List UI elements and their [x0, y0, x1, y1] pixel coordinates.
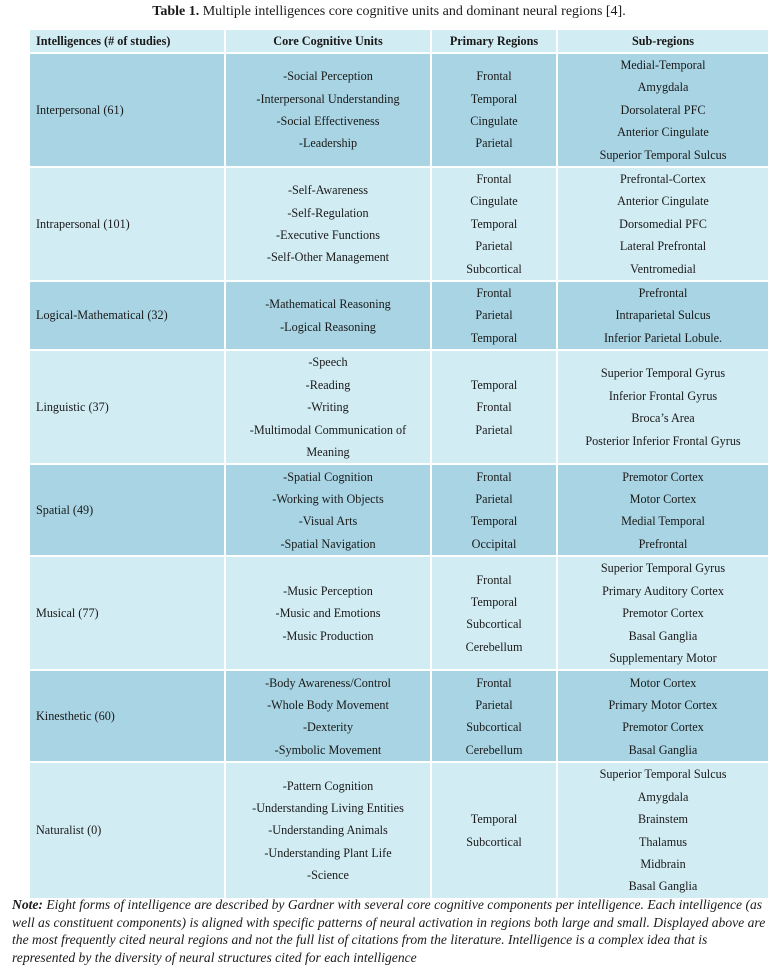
sub-region-item: Brainstem — [637, 812, 689, 827]
sub-region-item: Basal Ganglia — [628, 879, 698, 894]
sub-region-item: Amygdala — [637, 789, 689, 804]
core-unit-item: -Executive Functions — [276, 228, 380, 243]
core-unit-item: -Mathematical Reasoning — [265, 297, 391, 312]
sub-regions-cell — [557, 464, 769, 556]
sub-region-item: Broca’s Area — [631, 411, 695, 426]
table-caption — [0, 0, 778, 22]
core-units-cell — [225, 167, 431, 281]
core-units-cell — [225, 53, 431, 167]
primary-regions-cell — [431, 281, 557, 350]
intelligence-cell: Interpersonal (61) — [29, 53, 225, 167]
primary-region-item: Parietal — [475, 308, 513, 323]
core-unit-item: -Self-Regulation — [287, 205, 369, 220]
sub-regions-cell — [557, 762, 769, 898]
primary-region-item: Temporal — [470, 91, 518, 106]
core-unit-item: -Speech — [308, 355, 348, 370]
sub-region-item: Prefrontal — [638, 536, 688, 551]
header-sub-regions: Sub-regions — [557, 29, 769, 53]
sub-region-item: Amygdala — [637, 80, 689, 95]
sub-regions-cell — [557, 350, 769, 464]
sub-region-item: Medial-Temporal — [620, 58, 706, 72]
core-unit-item: -Leadership — [298, 136, 358, 151]
intelligence-cell: Naturalist (0) — [29, 762, 225, 898]
primary-region-item: Temporal — [470, 594, 518, 609]
sub-region-item: Medial Temporal — [621, 514, 705, 529]
primary-region-item: Frontal — [476, 675, 512, 690]
primary-region-item: Parietal — [475, 422, 513, 437]
table-row — [29, 556, 769, 670]
table-note — [12, 896, 768, 966]
sub-regions-cell — [557, 556, 769, 670]
primary-region-item: Cingulate — [470, 114, 518, 129]
core-unit-item: -Social Perception — [283, 69, 373, 84]
sub-region-item: Inferior Frontal Gyrus — [608, 388, 718, 403]
sub-region-item: Dorsomedial PFC — [619, 216, 707, 231]
sub-region-item: Supplementary Motor — [609, 650, 717, 665]
core-unit-item: -Music Perception — [283, 583, 373, 598]
sub-region-item: Posterior Inferior Frontal Gyrus — [585, 433, 741, 448]
intelligence-cell: Kinesthetic (60) — [29, 670, 225, 762]
primary-region-item: Subcortical — [466, 617, 522, 632]
primary-regions-cell — [431, 53, 557, 167]
sub-region-item: Premotor Cortex — [622, 720, 704, 735]
core-unit-item: -Social Effectiveness — [276, 114, 380, 129]
primary-region-item: Frontal — [476, 469, 512, 484]
core-unit-item: -Interpersonal Understanding — [256, 91, 400, 106]
table-row — [29, 281, 769, 350]
sub-region-item: Anterior Cingulate — [617, 125, 709, 140]
sub-region-item: Ventromedial — [630, 261, 696, 276]
sub-region-item: Midbrain — [640, 856, 686, 871]
primary-region-item: Temporal — [470, 514, 518, 529]
intelligences-table — [28, 28, 770, 900]
primary-regions-cell — [431, 762, 557, 898]
sub-region-item: Prefrontal — [638, 286, 688, 301]
sub-region-item: Basal Ganglia — [628, 628, 698, 643]
core-unit-item: -Science — [307, 868, 349, 883]
core-unit-item: -Pattern Cognition — [282, 778, 374, 793]
sub-region-item: Primary Motor Cortex — [608, 697, 718, 712]
core-unit-item: -Symbolic Movement — [274, 742, 382, 757]
core-units-cell — [225, 762, 431, 898]
core-unit-item: -Understanding Living Entities — [252, 800, 404, 815]
header-core-cognitive-units: Core Cognitive Units — [225, 29, 431, 53]
primary-region-item: Temporal — [470, 377, 518, 392]
table-row — [29, 167, 769, 281]
primary-region-item: Cerebellum — [465, 742, 523, 757]
caption-text: Multiple intelligences core cognitive units and dominant neural regions [4]. — [199, 4, 626, 19]
core-units-cell — [225, 556, 431, 670]
primary-region-item: Temporal — [470, 216, 518, 231]
core-units-cell — [225, 281, 431, 350]
primary-region-item: Parietal — [475, 491, 513, 506]
sub-region-item: Dorsolateral PFC — [620, 102, 706, 117]
primary-region-item: Parietal — [475, 136, 513, 151]
header-intelligences: Intelligences (# of studies) — [29, 29, 225, 53]
core-unit-item: -Visual Arts — [298, 514, 358, 529]
primary-region-item: Frontal — [476, 572, 512, 587]
core-unit-item: -Self-Other Management — [266, 250, 390, 265]
table-row — [29, 670, 769, 762]
primary-region-item: Parietal — [475, 239, 513, 254]
primary-region-item: Subcortical — [466, 720, 522, 735]
core-unit-item: -Logical Reasoning — [280, 319, 376, 334]
core-unit-item: -Understanding Plant Life — [264, 845, 392, 860]
core-unit-item: -Music and Emotions — [275, 606, 381, 621]
intelligence-cell: Linguistic (37) — [29, 350, 225, 464]
note-label: Note: — [12, 897, 43, 912]
header-primary-regions: Primary Regions — [431, 29, 557, 53]
primary-region-item: Cerebellum — [465, 639, 523, 654]
primary-regions-cell — [431, 670, 557, 762]
core-units-cell — [225, 464, 431, 556]
sub-region-item: Primary Auditory Cortex — [602, 583, 724, 598]
primary-regions-cell — [431, 350, 557, 464]
sub-region-item: Intraparietal Sulcus — [615, 308, 711, 323]
primary-region-item: Temporal — [470, 812, 518, 827]
primary-regions-cell — [431, 464, 557, 556]
sub-region-item: Inferior Parietal Lobule. — [603, 330, 723, 345]
intelligence-cell: Intrapersonal (101) — [29, 167, 225, 281]
core-units-cell — [225, 670, 431, 762]
sub-region-item: Premotor Cortex — [622, 606, 704, 621]
table-row — [29, 762, 769, 898]
primary-region-item: Temporal — [470, 330, 518, 345]
core-unit-item: -Multimodal Communication of — [249, 422, 407, 437]
core-unit-item: -Reading — [305, 377, 351, 392]
intelligence-cell: Logical-Mathematical (32) — [29, 281, 225, 350]
sub-region-item: Premotor Cortex — [622, 469, 704, 484]
sub-regions-cell — [557, 167, 769, 281]
core-unit-item: -Spatial Navigation — [280, 536, 376, 551]
core-unit-item: -Self-Awareness — [287, 183, 369, 198]
primary-region-item: Parietal — [475, 697, 513, 712]
core-unit-item: -Understanding Animals — [268, 823, 388, 838]
sub-region-item: Superior Temporal Gyrus — [600, 561, 726, 576]
sub-region-item: Superior Temporal Gyrus — [600, 366, 726, 381]
table-row — [29, 464, 769, 556]
sub-region-item: Lateral Prefrontal — [619, 239, 707, 254]
core-unit-item: -Dexterity — [302, 720, 354, 735]
sub-region-item: Motor Cortex — [629, 491, 697, 506]
primary-region-item: Occipital — [471, 536, 517, 551]
core-unit-item: -Music Production — [282, 628, 374, 643]
primary-region-item: Subcortical — [466, 834, 522, 849]
core-unit-item: -Spatial Cognition — [283, 469, 373, 484]
table-header-row — [29, 29, 769, 53]
sub-regions-cell — [557, 281, 769, 350]
sub-region-item: Superior Temporal Sulcus — [599, 147, 727, 162]
primary-regions-cell — [431, 167, 557, 281]
sub-region-item: Motor Cortex — [629, 675, 697, 690]
primary-region-item: Frontal — [476, 400, 512, 415]
table-row — [29, 350, 769, 464]
primary-region-item: Frontal — [476, 286, 512, 301]
caption-label: Table 1. — [152, 4, 200, 19]
core-unit-item: Meaning — [306, 444, 350, 459]
table-row — [29, 53, 769, 167]
sub-region-item: Prefrontal-Cortex — [620, 172, 706, 187]
sub-region-item: Basal Ganglia — [628, 742, 698, 757]
intelligence-cell: Musical (77) — [29, 556, 225, 670]
core-unit-item: -Working with Objects — [272, 491, 384, 506]
sub-regions-cell — [557, 53, 769, 167]
primary-region-item: Subcortical — [466, 261, 522, 276]
sub-region-item: Superior Temporal Sulcus — [599, 767, 727, 782]
core-units-cell — [225, 350, 431, 464]
sub-region-item: Thalamus — [638, 834, 688, 849]
core-unit-item: -Body Awareness/Control — [265, 675, 391, 690]
sub-region-item: Anterior Cingulate — [617, 194, 709, 209]
intelligence-cell: Spatial (49) — [29, 464, 225, 556]
core-unit-item: -Whole Body Movement — [267, 697, 389, 712]
table-body — [29, 53, 769, 899]
primary-region-item: Frontal — [476, 172, 512, 187]
primary-region-item: Frontal — [476, 69, 512, 84]
primary-region-item: Cingulate — [470, 194, 518, 209]
primary-regions-cell — [431, 556, 557, 670]
note-text: Eight forms of intelligence are described by Gardner with several core cognitive components per intelligence. Each intelligence (as well as constituent components) is aligned with specific patterns of neural activation in regions both large and small. Displayed above are the most frequently cited neural regions and not the full list of citations from the literature. Intelligence is a complex idea that is represented by the diversity of neural structures cited for each intelligence — [12, 897, 766, 965]
core-unit-item: -Writing — [307, 400, 349, 415]
sub-regions-cell — [557, 670, 769, 762]
